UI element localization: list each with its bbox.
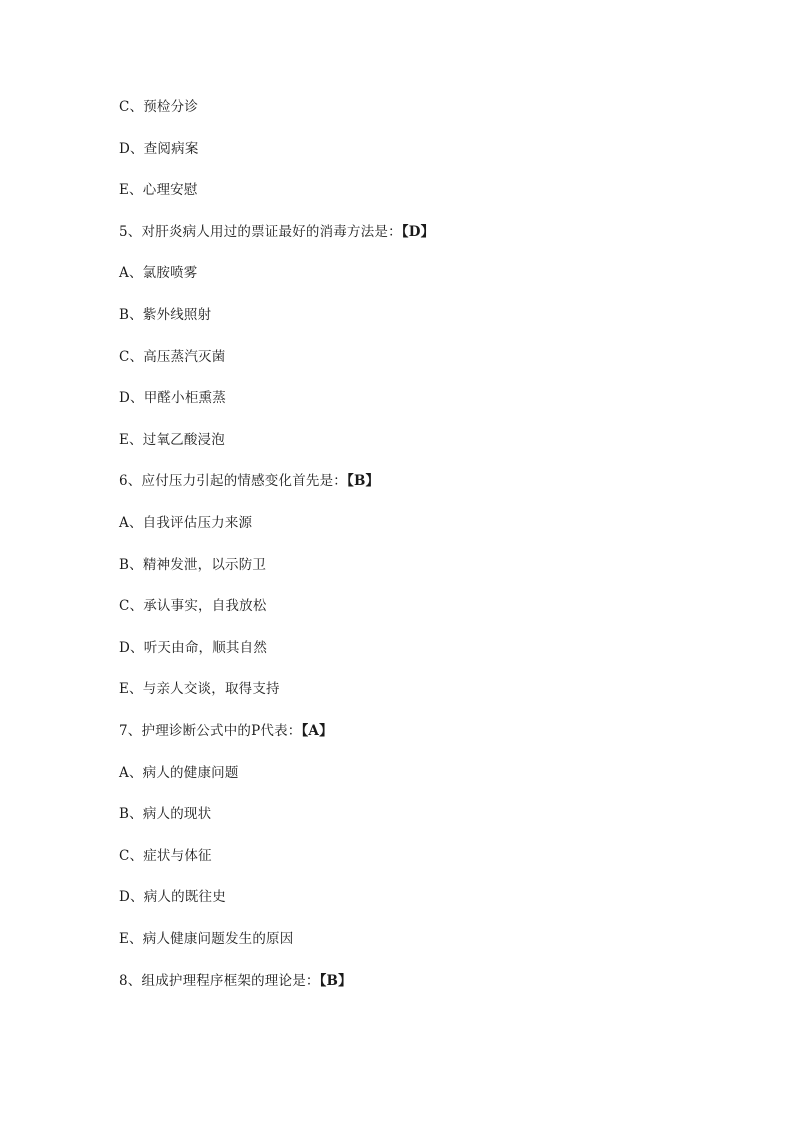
option-e-q6 xyxy=(119,680,280,698)
line-text: C、高压蒸汽灭菌 xyxy=(119,349,226,365)
line-text: E、过氧乙酸浸泡 xyxy=(119,432,225,448)
line-text: D、病人的既往史 xyxy=(119,889,226,905)
option-e-q7 xyxy=(119,930,293,948)
option-a-q5 xyxy=(119,264,197,282)
line-text: C、症状与体征 xyxy=(119,848,212,864)
answer-key: 【D】 xyxy=(401,224,435,240)
question-6 xyxy=(119,472,379,490)
option-c-q6 xyxy=(119,597,267,615)
option-d-q4 xyxy=(119,140,199,158)
line-text: A、病人的健康问题 xyxy=(119,765,239,781)
question-text: 6、应付压力引起的情感变化首先是： xyxy=(119,473,347,489)
question-5 xyxy=(119,223,434,241)
option-c-q5 xyxy=(119,348,225,366)
option-d-q6 xyxy=(119,639,267,657)
line-text: D、听天由命，顺其自然 xyxy=(119,640,268,656)
option-b-q5 xyxy=(119,306,211,324)
option-d-q5 xyxy=(119,389,226,407)
answer-key: 【B】 xyxy=(347,473,380,489)
option-a-q7 xyxy=(119,764,239,782)
question-text: 8、组成护理程序框架的理论是： xyxy=(119,973,320,989)
answer-key: 【B】 xyxy=(319,973,352,989)
line-text: B、病人的现状 xyxy=(119,806,212,822)
option-e-q5 xyxy=(119,431,225,449)
line-text: B、紫外线照射 xyxy=(119,307,212,323)
question-text: 7、护理诊断公式中的P代表： xyxy=(119,723,302,739)
line-text: E、与亲人交谈，取得支持 xyxy=(119,681,280,697)
question-7 xyxy=(119,722,333,740)
line-text: E、心理安慰 xyxy=(119,182,198,198)
option-e-q4 xyxy=(119,181,198,199)
option-c-q4 xyxy=(119,98,198,116)
option-b-q7 xyxy=(119,805,211,823)
question-8 xyxy=(119,972,352,990)
option-a-q6 xyxy=(119,514,252,532)
line-text: A、氯胺喷雾 xyxy=(119,265,198,281)
line-text: D、查阅病案 xyxy=(119,141,199,157)
line-text: C、承认事实，自我放松 xyxy=(119,598,267,614)
line-text: C、预检分诊 xyxy=(119,99,199,115)
line-text: A、自我评估压力来源 xyxy=(119,515,253,531)
answer-key: 【A】 xyxy=(301,723,333,739)
option-c-q7 xyxy=(119,847,212,865)
line-text: D、甲醛小柜熏蒸 xyxy=(119,390,226,406)
line-text: E、病人健康问题发生的原因 xyxy=(119,931,294,947)
option-b-q6 xyxy=(119,556,266,574)
question-text: 5、对肝炎病人用过的票证最好的消毒方法是： xyxy=(119,224,402,240)
option-d-q7 xyxy=(119,888,226,906)
line-text: B、精神发泄，以示防卫 xyxy=(119,557,267,573)
